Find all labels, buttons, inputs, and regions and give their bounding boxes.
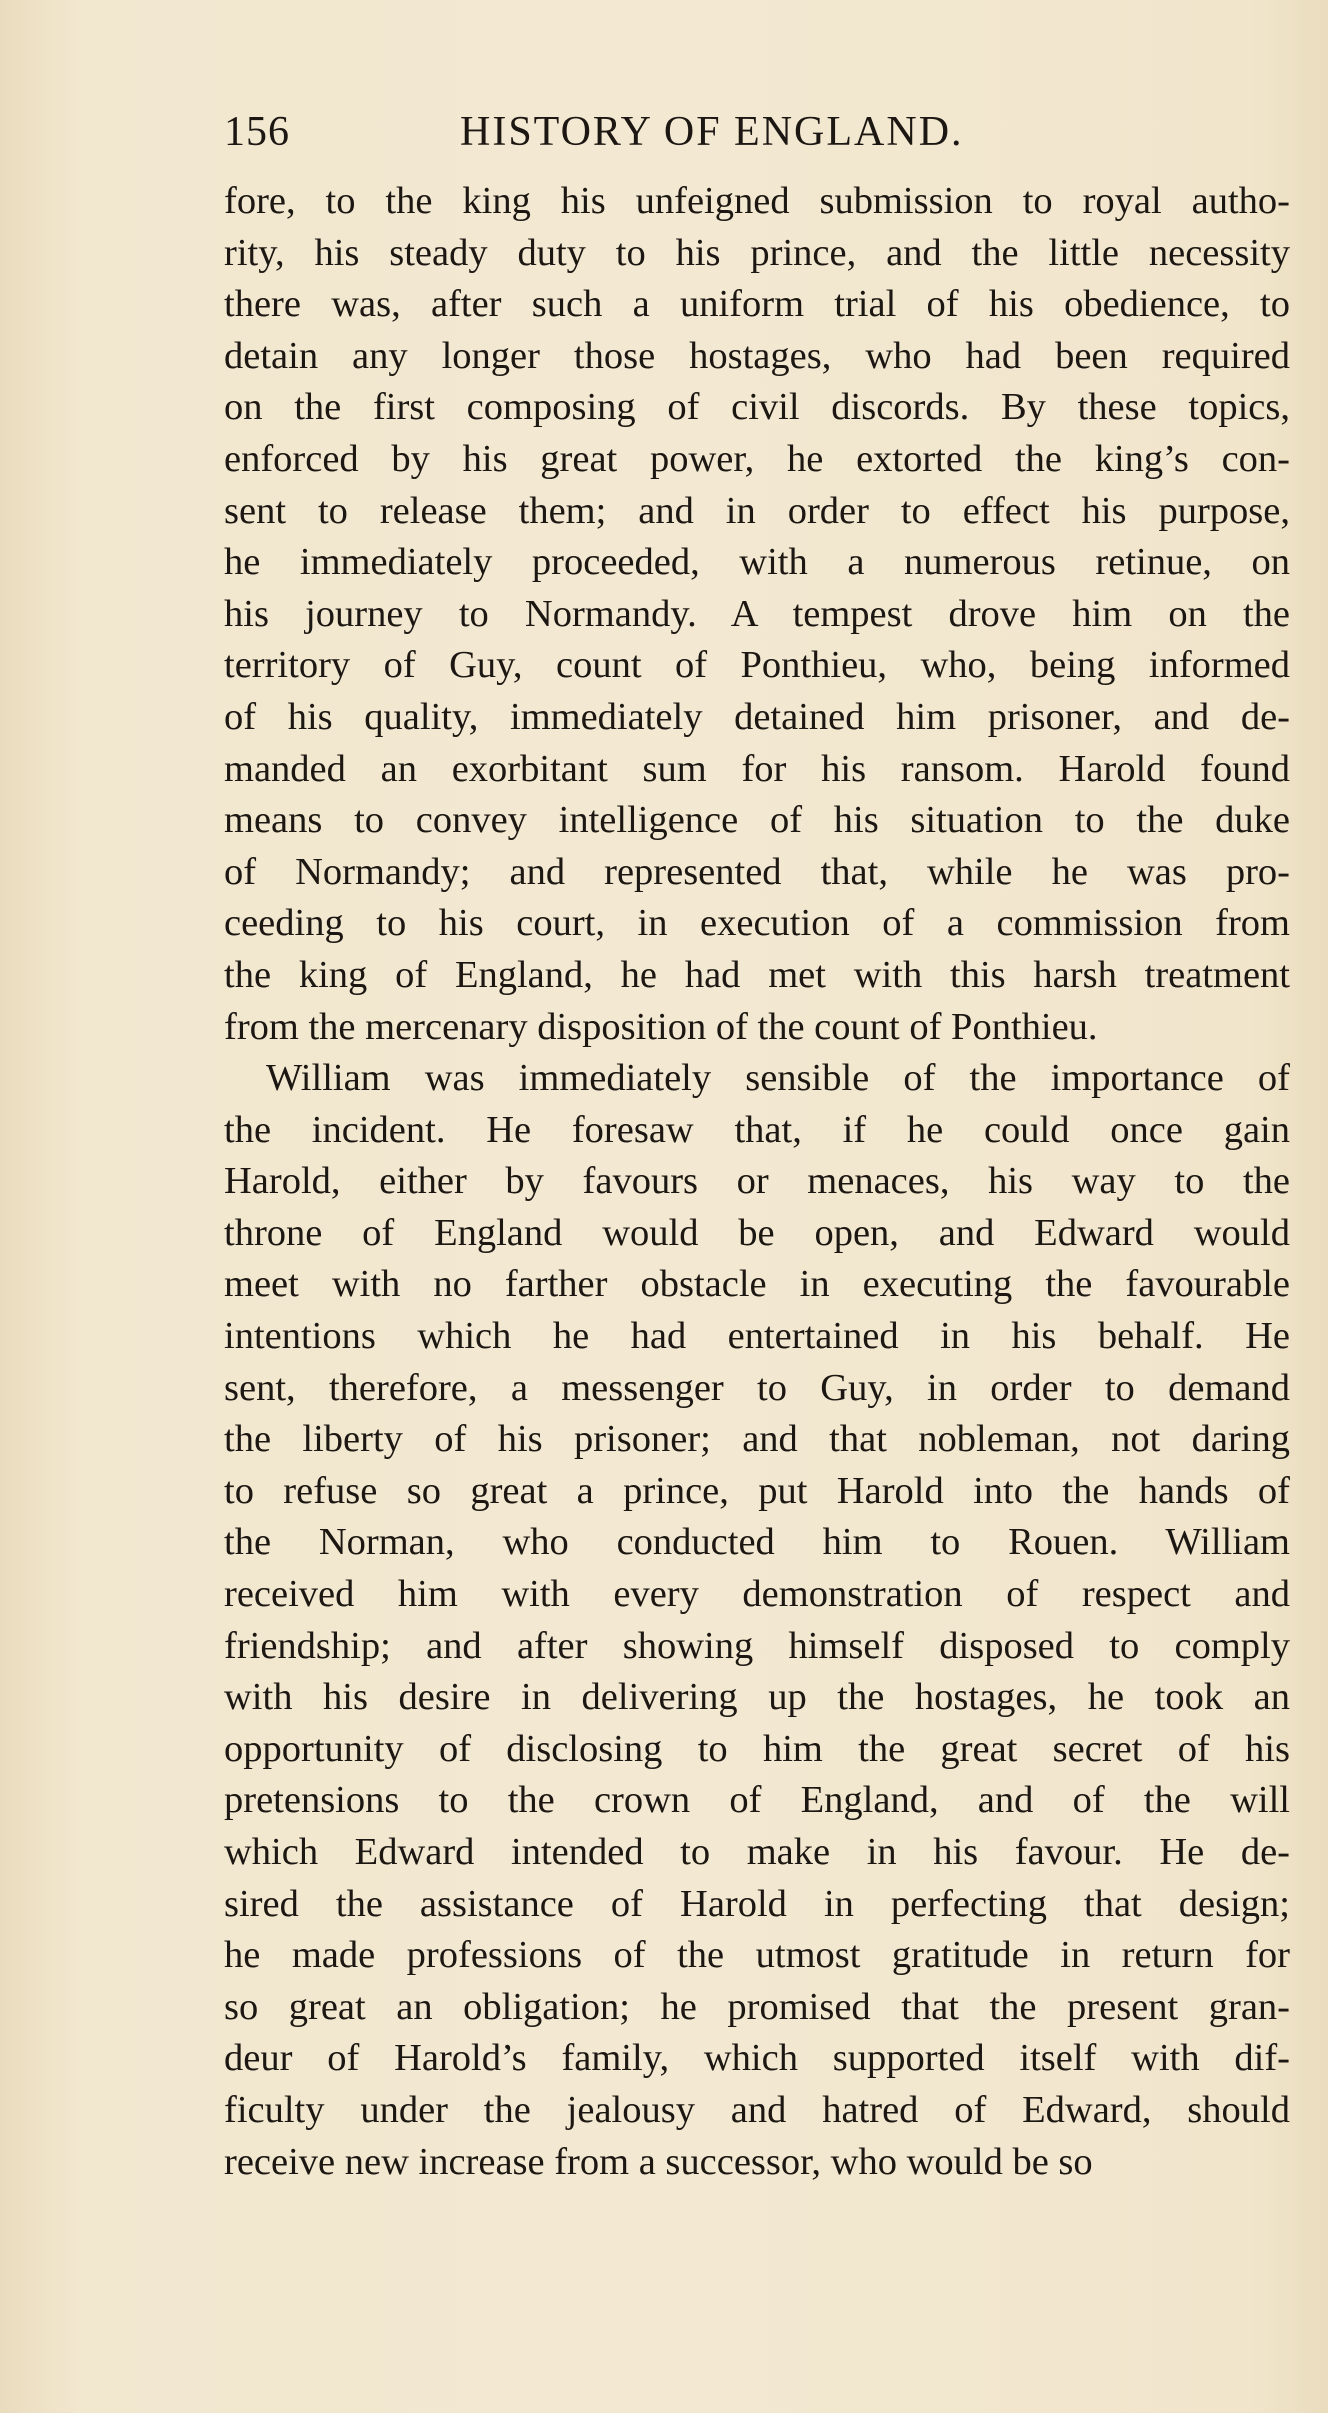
text-line: the incident. He foresaw that, if he could once gain — [224, 1108, 1290, 1151]
text-line: rity, his steady duty to his prince, and the little necessity — [224, 231, 1290, 274]
text-line: the Norman, who conducted him to Rouen. William — [224, 1521, 1290, 1564]
text-line: the king of England, he had met with this harsh treatment — [224, 953, 1290, 996]
text-line: friendship; and after showing himself disposed to comply — [224, 1624, 1290, 1667]
running-title: HISTORY OF ENGLAND. — [460, 109, 964, 155]
text-line: manded an exorbitant sum for his ransom. Harold found — [224, 747, 1290, 790]
text-line: William was immediately sensible of the importance of — [266, 1057, 1290, 1100]
text-line: ceeding to his court, in execution of a commission from — [224, 902, 1290, 945]
text-line: means to convey intelligence of his situation to the duke — [224, 799, 1290, 842]
text-line: intentions which he had entertained in his behalf. He — [224, 1315, 1290, 1358]
text-line: of Normandy; and represented that, while he was pro- — [224, 850, 1290, 893]
text-line: on the first composing of civil discords. By these topics, — [224, 386, 1290, 429]
text-line: opportunity of disclosing to him the great secret of his — [224, 1727, 1290, 1770]
text-line: deur of Harold’s family, which supported itself with dif- — [224, 2037, 1290, 2080]
text-line: Harold, either by favours or menaces, his way to the — [224, 1160, 1290, 1203]
text-line: pretensions to the crown of England, and of the will — [224, 1779, 1290, 1822]
text-line: sent to release them; and in order to effect his purpose, — [224, 489, 1290, 532]
text-line: the liberty of his prisoner; and that nobleman, not daring — [224, 1418, 1290, 1461]
text-line: enforced by his great power, he extorted the king’s con- — [224, 437, 1290, 480]
text-line: territory of Guy, count of Ponthieu, who, being informed — [224, 644, 1290, 687]
text-line: meet with no farther obstacle in executing the favourable — [224, 1263, 1290, 1306]
text-line: ficulty under the jealousy and hatred of Edward, should — [224, 2088, 1290, 2131]
text-line: to refuse so great a prince, put Harold into the hands of — [224, 1469, 1290, 1512]
text-line: which Edward intended to make in his favour. He de- — [224, 1831, 1290, 1873]
text-line: sent, therefore, a messenger to Guy, in order to demand — [224, 1366, 1290, 1409]
text-line: from the mercenary disposition of the count of Ponthieu. — [224, 1005, 1098, 1048]
text-line: his journey to Normandy. A tempest drove him on the — [224, 592, 1290, 635]
text-line: throne of England would be open, and Edward would — [224, 1211, 1290, 1254]
text-line: receive new increase from a successor, who would be so — [224, 2140, 1093, 2183]
text-line: of his quality, immediately detained him prisoner, and de- — [224, 695, 1290, 738]
text-line: received him with every demonstration of respect and — [224, 1573, 1290, 1616]
text-line: he immediately proceeded, with a numerous retinue, on — [224, 541, 1290, 584]
text-line: sired the assistance of Harold in perfecting that design; — [224, 1882, 1290, 1925]
text-line: detain any longer those hostages, who had been required — [224, 334, 1290, 377]
text-line: he made professions of the utmost gratitude in return for — [224, 1934, 1290, 1977]
body-text — [224, 176, 1290, 2188]
page-header — [224, 108, 1062, 168]
text-line: with his desire in delivering up the hostages, he took an — [224, 1676, 1290, 1719]
text-line: there was, after such a uniform trial of his obedience, to — [224, 283, 1290, 326]
text-line: so great an obligation; he promised that the present gran- — [224, 1985, 1290, 2028]
text-line: fore, to the king his unfeigned submission to royal autho- — [224, 180, 1290, 222]
page-number: 156 — [224, 109, 290, 155]
